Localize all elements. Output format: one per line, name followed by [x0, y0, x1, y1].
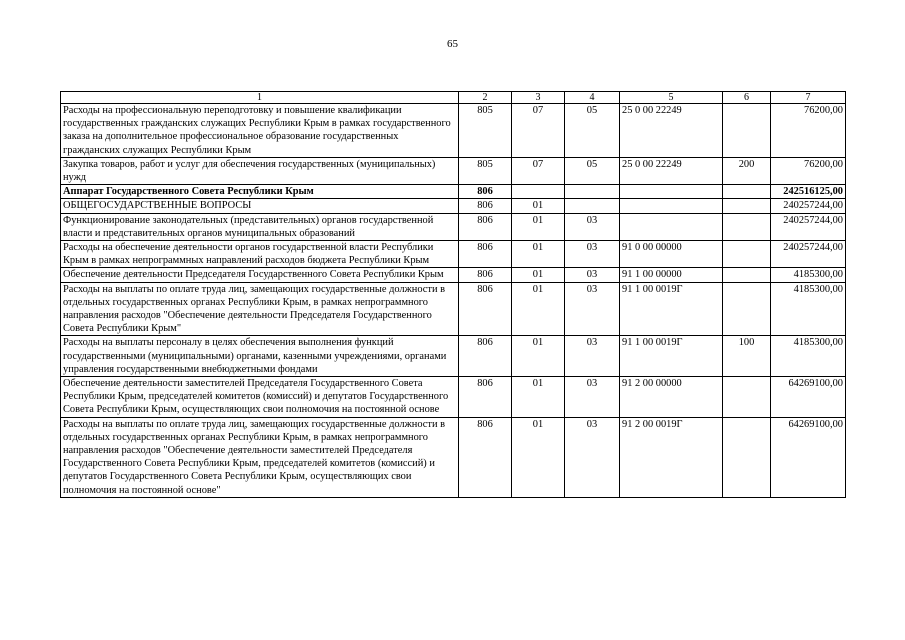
cell-ministry-code: 806 [459, 268, 512, 282]
cell-section: 01 [512, 199, 565, 213]
cell-expense-type [723, 104, 771, 158]
header-row [61, 92, 846, 104]
cell-target-article: 91 0 00 00000 [620, 241, 723, 268]
cell-ministry-code: 806 [459, 213, 512, 240]
row-description: Расходы на обеспечение деятельности органов государственной власти Республики Крым в рамках непрограммных направлений расходов бюджета Республики Крым [61, 241, 459, 268]
table-row [61, 241, 846, 268]
cell-expense-type [723, 377, 771, 418]
row-description: Функционирование законодательных (представительных) органов государственной власти и представительных органов муниципальных образований [61, 213, 459, 240]
cell-section: 01 [512, 213, 565, 240]
cell-target-article: 91 1 00 00000 [620, 268, 723, 282]
row-description: Расходы на выплаты персоналу в целях обеспечения выполнения функций государственными (муниципальными) органами, казенными учреждениями, органами управления государственными внебюджетными фондами [61, 336, 459, 377]
cell-amount: 4185300,00 [771, 336, 846, 377]
cell-expense-type [723, 199, 771, 213]
column-header: 5 [620, 92, 723, 104]
cell-subsection: 05 [565, 157, 620, 184]
cell-ministry-code: 806 [459, 185, 512, 199]
cell-expense-type [723, 241, 771, 268]
cell-expense-type [723, 268, 771, 282]
page-number: 65 [447, 38, 458, 50]
cell-expense-type [723, 417, 771, 497]
cell-ministry-code: 805 [459, 157, 512, 184]
row-description: Расходы на профессиональную переподготовку и повышение квалификации государственных гражданских служащих Республики Крым в рамках государственного заказа на дополнительное профессиональное образование государственных гражданских служащих Республики Крым [61, 104, 459, 158]
cell-ministry-code: 806 [459, 336, 512, 377]
cell-subsection: 05 [565, 104, 620, 158]
cell-expense-type [723, 185, 771, 199]
cell-ministry-code: 806 [459, 241, 512, 268]
cell-target-article: 91 2 00 0019Г [620, 417, 723, 497]
table-row [61, 336, 846, 377]
table-row [61, 417, 846, 497]
cell-subsection: 03 [565, 268, 620, 282]
cell-amount: 64269100,00 [771, 417, 846, 497]
table-row [61, 213, 846, 240]
cell-target-article: 91 1 00 0019Г [620, 282, 723, 336]
cell-target-article: 91 2 00 00000 [620, 377, 723, 418]
cell-amount: 240257244,00 [771, 213, 846, 240]
table-row [61, 185, 846, 199]
table-row [61, 282, 846, 336]
cell-ministry-code: 806 [459, 199, 512, 213]
cell-section: 01 [512, 417, 565, 497]
cell-expense-type [723, 213, 771, 240]
row-description: Расходы на выплаты по оплате труда лиц, замещающих государственные должности в отдельных государственных органах Республики Крым, в рамках непрограммного направления расходов "Обеспечение деятельности Председателя Государственного Совета Республики Крым" [61, 282, 459, 336]
cell-subsection: 03 [565, 241, 620, 268]
cell-target-article: 25 0 00 22249 [620, 104, 723, 158]
cell-amount: 4185300,00 [771, 282, 846, 336]
cell-amount: 76200,00 [771, 104, 846, 158]
table-row [61, 104, 846, 158]
cell-expense-type [723, 282, 771, 336]
cell-amount: 240257244,00 [771, 199, 846, 213]
row-description: Аппарат Государственного Совета Республики Крым [61, 185, 459, 199]
table-row [61, 377, 846, 418]
table-body [61, 104, 846, 498]
cell-target-article: 91 1 00 0019Г [620, 336, 723, 377]
cell-target-article [620, 185, 723, 199]
table-row [61, 268, 846, 282]
cell-subsection [565, 185, 620, 199]
cell-section: 01 [512, 282, 565, 336]
cell-amount: 242516125,00 [771, 185, 846, 199]
cell-subsection: 03 [565, 336, 620, 377]
cell-section: 01 [512, 377, 565, 418]
cell-amount: 64269100,00 [771, 377, 846, 418]
row-description: Расходы на выплаты по оплате труда лиц, замещающих государственные должности в отдельных государственных органах Республики Крым, в рамках непрограммного направления расходов "Обеспечение деятельности заместителей Председателя Государственного Совета Республики Крым, председателей комитетов (комиссий) и депутатов Государственного Совета Республики Крым, осуществляющих свои полномочия на постоянной основе" [61, 417, 459, 497]
cell-amount: 240257244,00 [771, 241, 846, 268]
cell-ministry-code: 805 [459, 104, 512, 158]
column-header: 7 [771, 92, 846, 104]
cell-subsection: 03 [565, 377, 620, 418]
cell-section: 07 [512, 157, 565, 184]
cell-section: 07 [512, 104, 565, 158]
cell-target-article [620, 213, 723, 240]
cell-subsection: 03 [565, 282, 620, 336]
row-description: Обеспечение деятельности заместителей Председателя Государственного Совета Республики Крым, председателей комитетов (комиссий) и депутатов Государственного Совета Республики Крым, осуществляющих свои полномочия на постоянной основе [61, 377, 459, 418]
budget-table [60, 91, 846, 498]
cell-ministry-code: 806 [459, 417, 512, 497]
column-header: 3 [512, 92, 565, 104]
cell-section: 01 [512, 268, 565, 282]
row-description: Закупка товаров, работ и услуг для обеспечения государственных (муниципальных) нужд [61, 157, 459, 184]
cell-ministry-code: 806 [459, 282, 512, 336]
row-description: Обеспечение деятельности Председателя Государственного Совета Республики Крым [61, 268, 459, 282]
column-header: 6 [723, 92, 771, 104]
column-header: 4 [565, 92, 620, 104]
cell-subsection: 03 [565, 213, 620, 240]
cell-target-article: 25 0 00 22249 [620, 157, 723, 184]
table-row [61, 157, 846, 184]
column-header: 2 [459, 92, 512, 104]
cell-section: 01 [512, 241, 565, 268]
row-description: ОБЩЕГОСУДАРСТВЕННЫЕ ВОПРОСЫ [61, 199, 459, 213]
cell-ministry-code: 806 [459, 377, 512, 418]
table-row [61, 199, 846, 213]
cell-subsection: 03 [565, 417, 620, 497]
cell-target-article [620, 199, 723, 213]
cell-subsection [565, 199, 620, 213]
cell-expense-type: 200 [723, 157, 771, 184]
cell-amount: 76200,00 [771, 157, 846, 184]
cell-amount: 4185300,00 [771, 268, 846, 282]
cell-expense-type: 100 [723, 336, 771, 377]
cell-section: 01 [512, 336, 565, 377]
cell-section [512, 185, 565, 199]
column-header: 1 [61, 92, 459, 104]
